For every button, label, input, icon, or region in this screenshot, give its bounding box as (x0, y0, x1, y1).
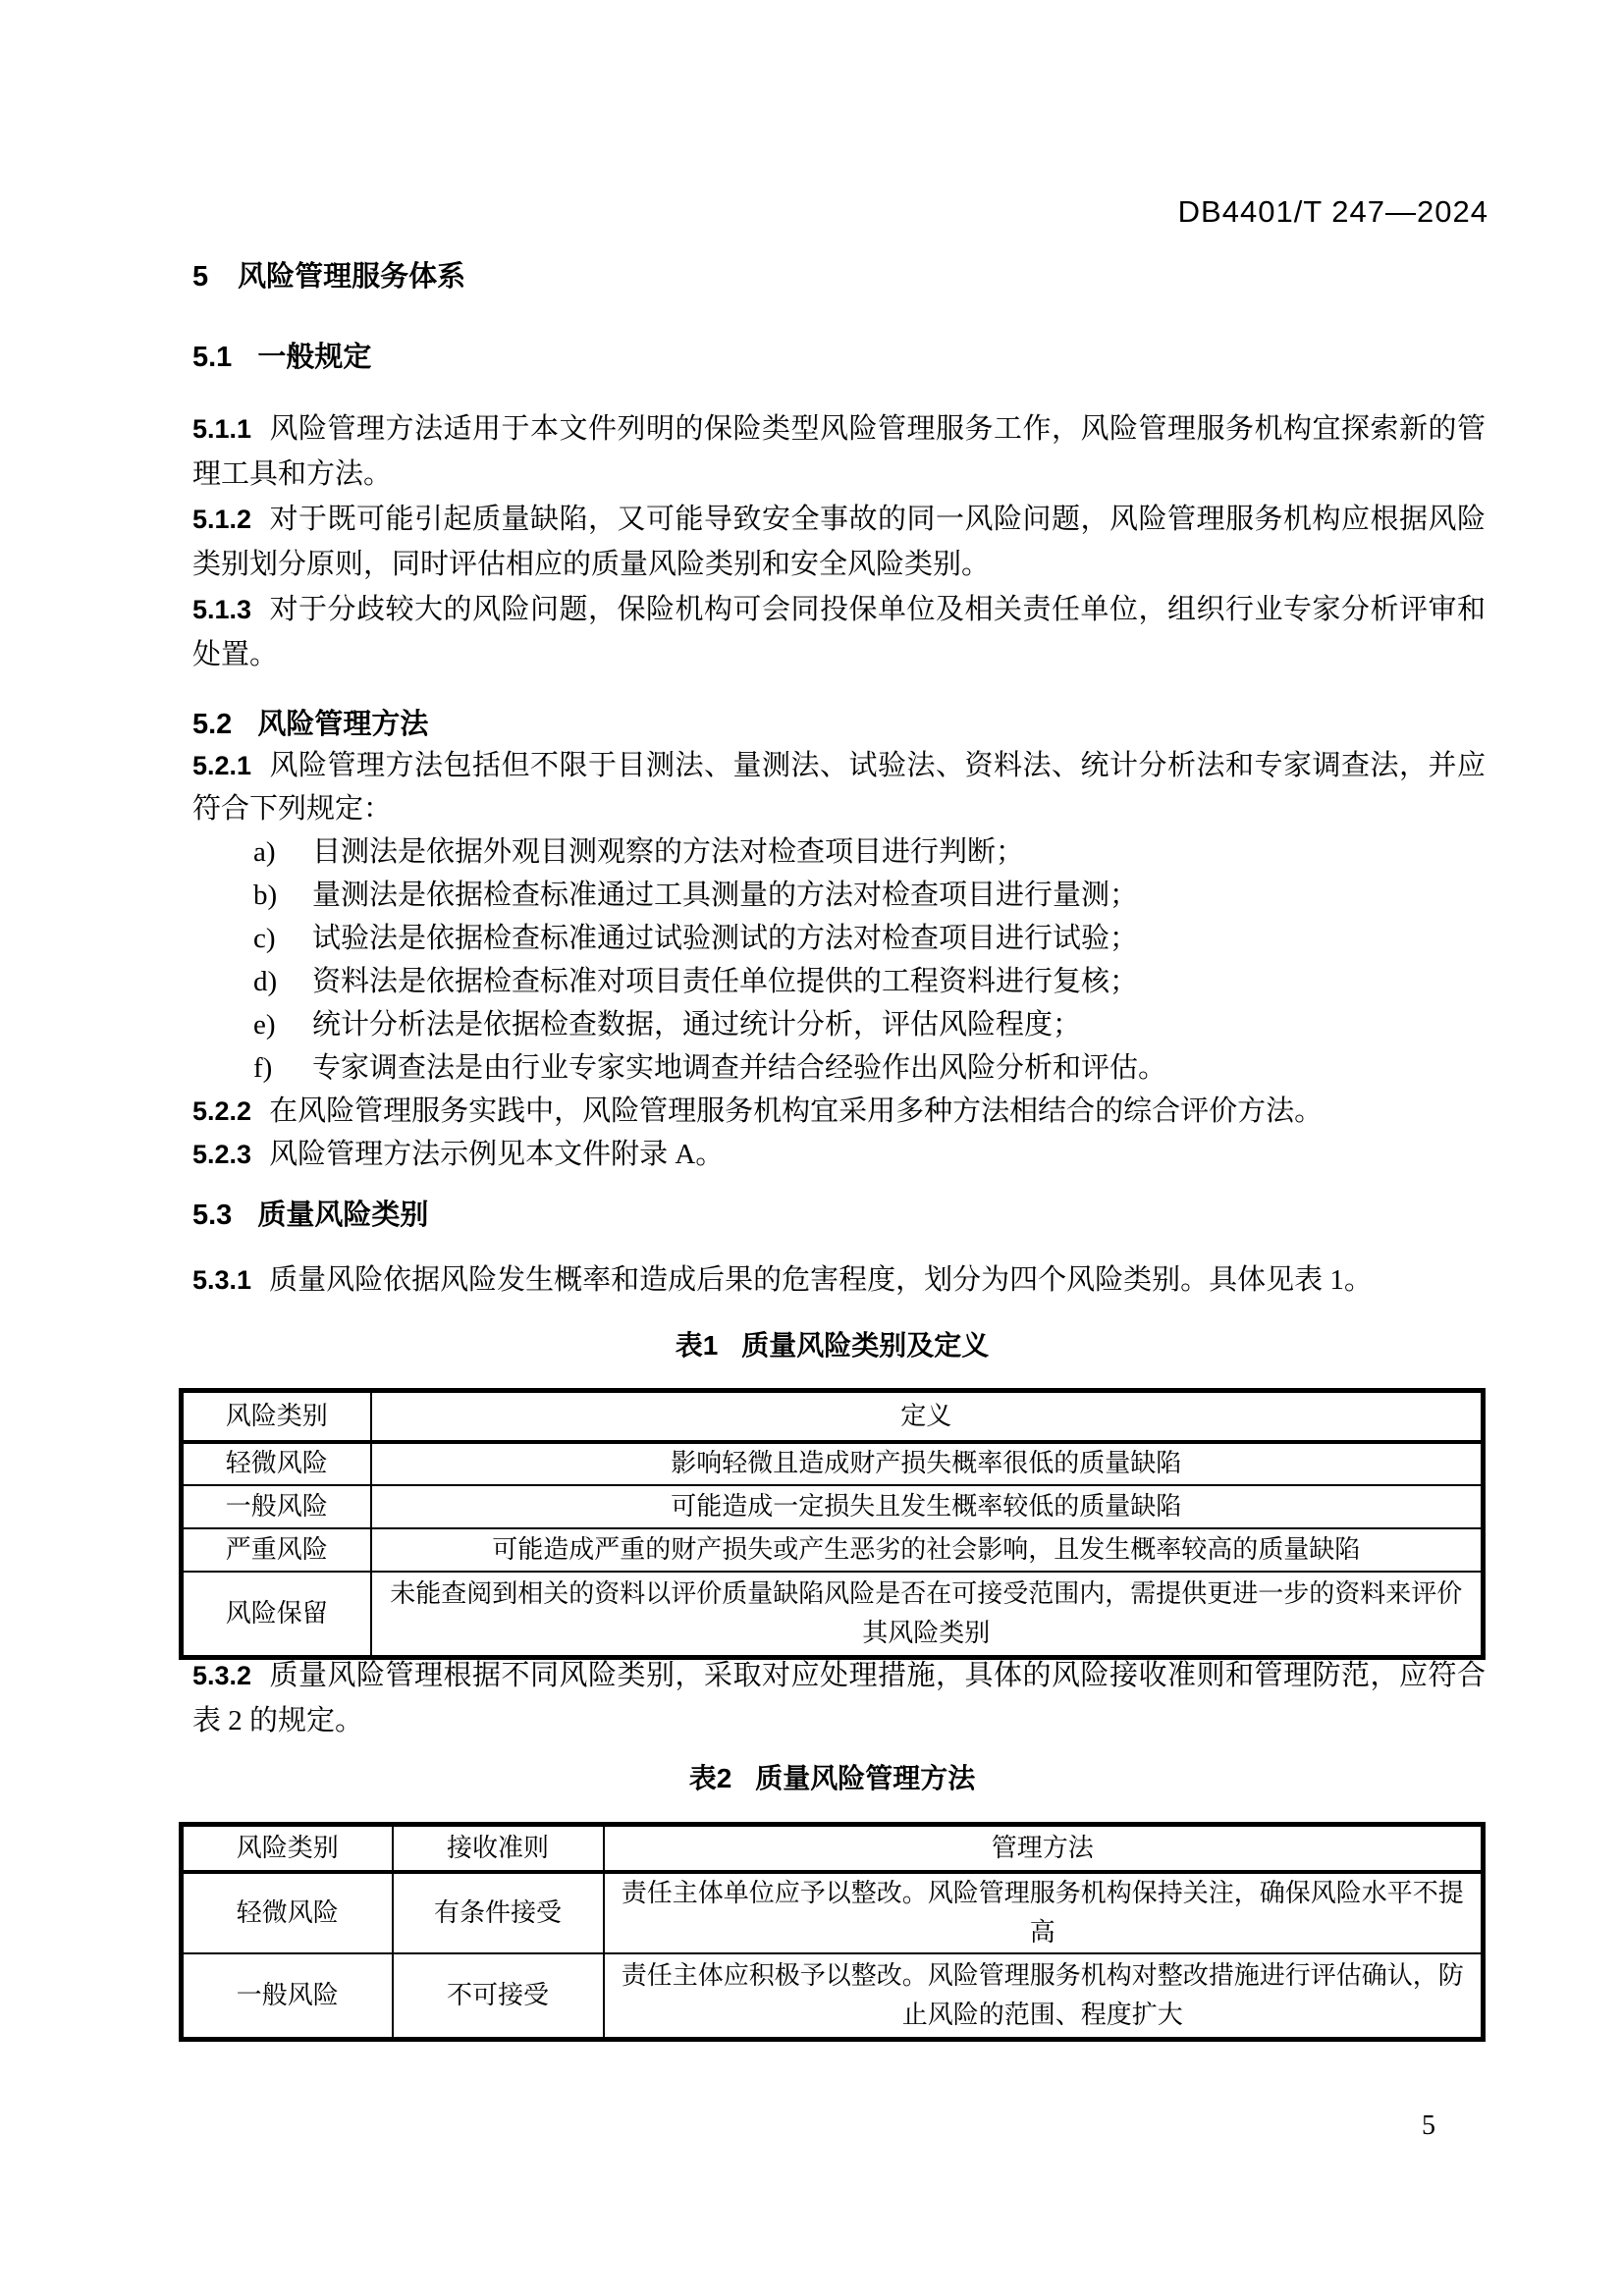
table-row (182, 1485, 1484, 1528)
list-item-f (192, 1046, 1486, 1090)
standard-code: DB4401/T 247—2024 (1177, 194, 1488, 229)
clause-5-2-1 (192, 744, 1486, 830)
section-5-heading (192, 261, 465, 293)
clause-5-2-3-text: 风险管理方法示例见本文件附录 A。 (269, 1139, 725, 1170)
section-5-1-title: 一般规定 (257, 342, 372, 373)
clause-5-2-2-number: 5.2.2 (192, 1096, 252, 1126)
table-row (182, 1953, 1484, 2040)
list-item-c (192, 917, 1486, 960)
table-2-header-method: 管理方法 (604, 1825, 1484, 1872)
list-item-f-label: f) (253, 1052, 273, 1084)
clause-5-3-2-block (192, 1653, 1486, 1743)
table-row (182, 1442, 1484, 1485)
section-5-2-heading (192, 709, 428, 740)
clause-5-1-3-text: 对于分歧较大的风险问题，保险机构可会同投保单位及相关责任单位，组织行业专家分析评审和处置。 (192, 594, 1486, 670)
table-2-label: 表2 (688, 1763, 732, 1793)
clause-5-2-3-number: 5.2.3 (192, 1140, 252, 1169)
clause-5-1-1-number: 5.1.1 (192, 414, 252, 444)
table-quality-risk-definitions (179, 1388, 1486, 1660)
list-item-f-text: 专家调查法是由行业专家实地调查并结合经验作出风险分析和评估。 (312, 1052, 1167, 1084)
clause-5-3-1-text: 质量风险依据风险发生概率和造成后果的危害程度，划分为四个风险类别。具体见表 1。 (269, 1264, 1373, 1296)
clauses-5-1 (192, 406, 1486, 677)
list-item-d-text: 资料法是依据检查标准对项目责任单位提供的工程资料进行复核； (312, 966, 1139, 997)
clause-5-1-3 (192, 587, 1486, 677)
clause-5-1-1 (192, 406, 1486, 497)
table-1-r1-category: 轻微风险 (182, 1442, 371, 1485)
clause-5-1-2 (192, 497, 1486, 587)
table-1-title: 质量风险类别及定义 (741, 1330, 990, 1361)
table-row (182, 1572, 1484, 1658)
table-1-r1-definition: 影响轻微且造成财产损失概率很低的质量缺陷 (371, 1442, 1484, 1485)
list-item-b (192, 874, 1486, 917)
clause-5-2-1-text: 风险管理方法包括但不限于目测法、量测法、试验法、资料法、统计分析法和专家调查法，并应符合下列规定： (192, 750, 1486, 825)
table-2-caption (179, 1764, 1486, 1793)
section-5-2-title: 风险管理方法 (257, 709, 429, 740)
table-row (182, 1872, 1484, 1953)
list-item-a (192, 830, 1486, 874)
table-1-header-row (182, 1391, 1484, 1442)
table-1-caption (179, 1331, 1486, 1361)
method-list (192, 830, 1486, 1090)
list-item-b-text: 量测法是依据检查标准通过工具测量的方法对检查项目进行量测； (312, 880, 1139, 911)
list-item-d (192, 960, 1486, 1003)
section-5-number: 5 (192, 261, 209, 293)
table-row (182, 1528, 1484, 1572)
section-5-3-heading (192, 1200, 428, 1231)
table-2-r2-method: 责任主体应积极予以整改。风险管理服务机构对整改措施进行评估确认，防止风险的范围、程度扩大 (604, 1953, 1484, 2040)
clause-5-1-3-number: 5.1.3 (192, 595, 252, 624)
section-5-1-number: 5.1 (192, 342, 233, 373)
table-2-r2-criteria: 不可接受 (393, 1953, 604, 2040)
table-quality-risk-management (179, 1822, 1486, 2042)
clause-5-3-2-number: 5.3.2 (192, 1661, 252, 1690)
section-5-3-number: 5.3 (192, 1200, 233, 1231)
table-1-r2-definition: 可能造成一定损失且发生概率较低的质量缺陷 (371, 1485, 1484, 1528)
table-2-header-criteria: 接收准则 (393, 1825, 604, 1872)
list-item-d-label: d) (253, 966, 278, 997)
clause-5-3-2-text: 质量风险管理根据不同风险类别，采取对应处理措施，具体的风险接收准则和管理防范，应符合表 2 的规定。 (192, 1660, 1486, 1736)
list-item-c-text: 试验法是依据检查标准通过试验测试的方法对检查项目进行试验； (312, 923, 1139, 954)
section-5-title: 风险管理服务体系 (238, 261, 466, 293)
table-2-title: 质量风险管理方法 (755, 1763, 976, 1793)
section-5-1-heading (192, 342, 371, 373)
clause-5-1-2-number: 5.1.2 (192, 505, 252, 534)
list-item-e (192, 1003, 1486, 1046)
table-1-r4-category: 风险保留 (182, 1572, 371, 1658)
table-2-header-row (182, 1825, 1484, 1872)
list-item-b-label: b) (253, 880, 278, 911)
table-2-r1-category: 轻微风险 (182, 1872, 393, 1953)
clause-5-1-2-text: 对于既可能引起质量缺陷，又可能导致安全事故的同一风险问题，风险管理服务机构应根据风险类别划分原则，同时评估相应的质量风险类别和安全风险类别。 (192, 504, 1486, 580)
page-number: 5 (1422, 2110, 1435, 2141)
table-1-r3-category: 严重风险 (182, 1528, 371, 1572)
list-item-e-text: 统计分析法是依据检查数据，通过统计分析，评估风险程度； (312, 1009, 1082, 1041)
table-1-r3-definition: 可能造成严重的财产损失或产生恶劣的社会影响，且发生概率较高的质量缺陷 (371, 1528, 1484, 1572)
clause-5-2-1-number: 5.2.1 (192, 751, 252, 780)
clause-5-3-1-number: 5.3.1 (192, 1265, 252, 1295)
list-item-c-label: c) (253, 923, 276, 954)
table-1-r4-definition: 未能查阅到相关的资料以评价质量缺陷风险是否在可接受范围内，需提供更进一步的资料来评价其风险类别 (371, 1572, 1484, 1658)
clause-5-3-1-block (192, 1258, 1486, 1302)
table-2-r2-category: 一般风险 (182, 1953, 393, 2040)
list-item-e-label: e) (253, 1009, 276, 1041)
clauses-5-2 (192, 744, 1486, 1176)
table-2-header-category: 风险类别 (182, 1825, 393, 1872)
table-1-r2-category: 一般风险 (182, 1485, 371, 1528)
clause-5-2-3 (192, 1133, 1486, 1176)
clause-5-3-1 (192, 1258, 1486, 1302)
clause-5-3-2 (192, 1653, 1486, 1743)
table-1-header-definition: 定义 (371, 1391, 1484, 1442)
table-1-header-category: 风险类别 (182, 1391, 371, 1442)
section-5-2-number: 5.2 (192, 709, 233, 740)
clause-5-2-2 (192, 1090, 1486, 1133)
list-item-a-text: 目测法是依据外观目测观察的方法对检查项目进行判断； (312, 836, 1025, 868)
table-2-r1-method: 责任主体单位应予以整改。风险管理服务机构保持关注，确保风险水平不提高 (604, 1872, 1484, 1953)
list-item-a-label: a) (253, 836, 276, 868)
section-5-3-title: 质量风险类别 (257, 1200, 429, 1231)
clause-5-2-2-text: 在风险管理服务实践中，风险管理服务机构宜采用多种方法相结合的综合评价方法。 (269, 1095, 1324, 1127)
clause-5-1-1-text: 风险管理方法适用于本文件列明的保险类型风险管理服务工作，风险管理服务机构宜探索新的管理工具和方法。 (192, 413, 1486, 490)
table-2-r1-criteria: 有条件接受 (393, 1872, 604, 1953)
table-1-label: 表1 (675, 1330, 719, 1361)
